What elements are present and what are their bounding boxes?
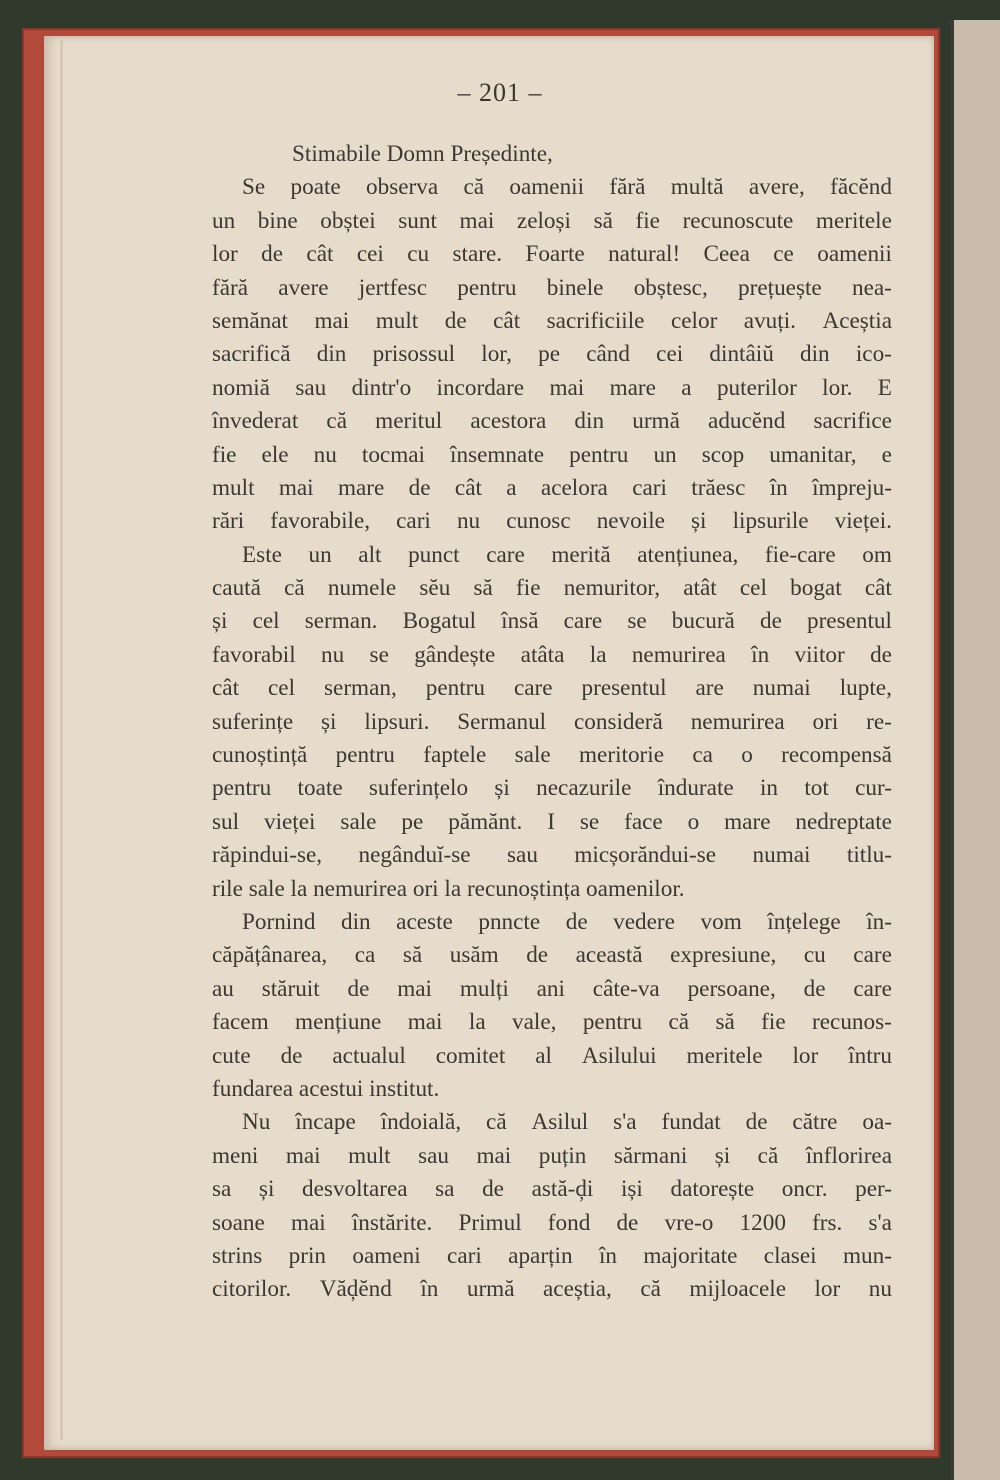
text-line: fără avere jertfesc pentru binele obștesc, prețuește nea- — [212, 274, 892, 301]
text-line: fie ele nu tocmai însemnate pentru un scop umanitar, e — [212, 441, 892, 468]
text-line: căpățânarea, ca să usăm de această expresiune, cu care — [212, 942, 892, 969]
page-number: – 201 – — [457, 78, 543, 107]
text-line: facem mențiune mai la vale, pentru că să fie recunos- — [212, 1009, 892, 1036]
text-line: lor de cât cei cu stare. Foarte natural! Ceea ce oamenii — [212, 241, 892, 268]
text-line: rile sale la nemurirea ori la recunoștința oamenilor. — [212, 875, 685, 902]
text-line: sa și desvoltarea sa de astă-ḑi iși datorește oncr. per- — [212, 1176, 892, 1203]
text-line: Nu încape îndoială, că Asilul s'a fundat de către oa- — [242, 1109, 892, 1136]
text-line: Este un alt punct care merită atențiunea, fie-care om — [242, 541, 892, 568]
text-line: mult mai mare de cât a acelora cari trăesc în împreju- — [212, 474, 892, 501]
text-line: citorilor. Văḑĕnd în urmă aceștia, că mijloacele lor nu — [212, 1276, 892, 1303]
text-line: pentru toate suferințelo și necazurile îndurate in tot cur- — [212, 775, 892, 802]
text-line: au stăruit de mai mulți ani câte-va persoane, de care — [212, 975, 892, 1002]
text-line: semănat mai mult de cât sacrificiile celor avuți. Aceștia — [212, 307, 892, 334]
body-text — [212, 138, 892, 1307]
text-line: sul vieței sale pe pămănt. I se face o mare nedreptate — [212, 808, 892, 835]
text-line: favorabil nu se gândește atâta la nemurirea în viitor de — [212, 641, 892, 668]
text-line: răpindui-se, negânduĭ-se sau micșorăndui-se numai titlu- — [212, 842, 892, 869]
text-line: nomiă sau dintr'o incordare mai mare a puterilor lor. E — [212, 374, 892, 401]
text-line: sacrifică din prisossul lor, pe când cei dintâiŭ din ico- — [212, 341, 892, 368]
text-line: cât cel serman, pentru care presentul are numai lupte, — [212, 675, 892, 702]
text-line: Se poate observa că oamenii fără multă avere, făcĕnd — [242, 174, 892, 201]
text-line: rări favorabile, cari nu cunosc nevoile și lipsurile vieței. — [212, 508, 892, 535]
text-line: și cel serman. Bogatul însă care se bucură de presentul — [212, 608, 892, 635]
text-line: suferințe și lipsuri. Sermanul consideră nemurirea ori re- — [212, 708, 892, 735]
page-gutter — [60, 40, 63, 1440]
text-line: Stimabile Domn Președinte, — [292, 141, 553, 167]
text-line: Pornind din aceste pnncte de vedere vom înțelege în- — [242, 908, 892, 935]
text-line: învederat că meritul acestora din urmă aducĕnd sacrifice — [212, 408, 892, 435]
text-line: un bine obștei sunt mai zeloși să fie recunoscute meritele — [212, 207, 892, 234]
text-line: meni mai mult sau mai puțin sărmani și că înflorirea — [212, 1142, 892, 1169]
text-line: fundarea acestui institut. — [212, 1075, 440, 1102]
text-line: soane mai înstărite. Primul fond de vre-o 1200 frs. s'a — [212, 1209, 892, 1236]
text-line: cunoștință pentru faptele sale meritorie ca o recompensă — [212, 742, 892, 769]
next-page-edge — [950, 20, 1000, 1480]
text-line: caută că numele sĕu să fie nemuritor, atât cel bogat cât — [212, 575, 892, 602]
text-line: strins prin oameni cari aparțin în majoritate clasei mun- — [212, 1242, 892, 1269]
text-line: cute de actualul comitet al Asilului meritele lor întru — [212, 1042, 892, 1069]
